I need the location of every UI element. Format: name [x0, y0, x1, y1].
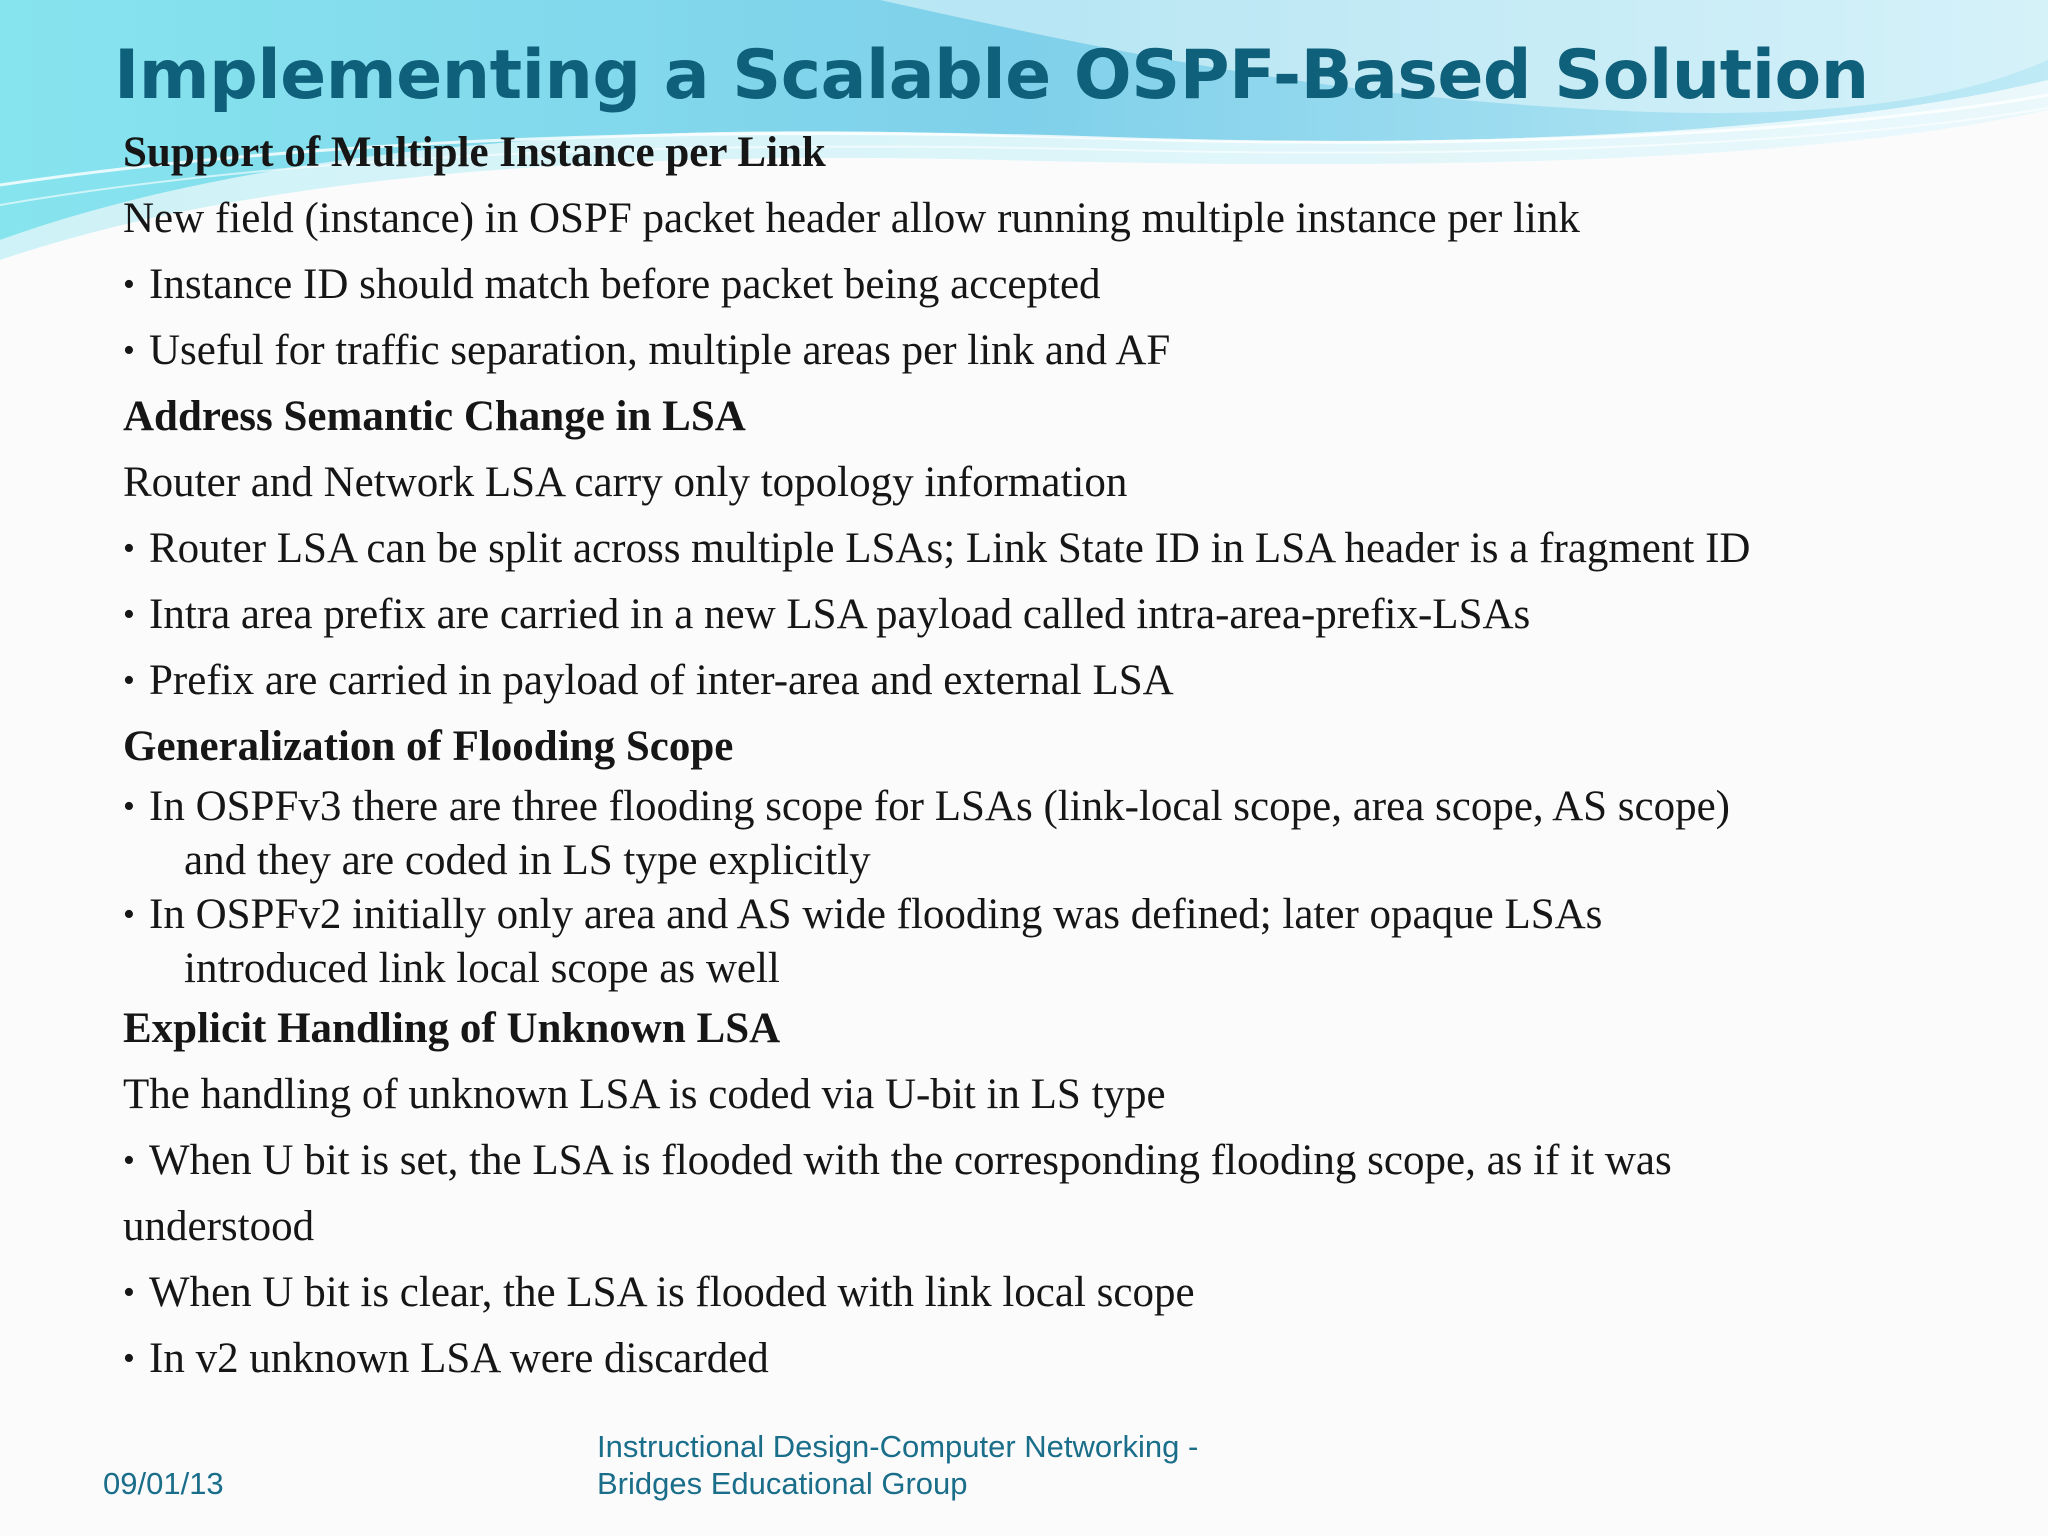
bullet-continuation: understood [123, 1203, 315, 1250]
bullet-item: • Instance ID should match before packet being accepted [123, 252, 2023, 318]
section-intro: Router and Network LSA carry only topology information [123, 459, 1128, 506]
bullet-item: • Prefix are carried in payload of inter-area and external LSA [123, 648, 2023, 714]
section-heading: Address Semantic Change in LSA [123, 393, 746, 440]
bullet-item: • When U bit is clear, the LSA is flooded with link local scope [123, 1260, 2023, 1326]
footer-date: 09/01/13 [103, 1466, 224, 1501]
footer-org-line: Instructional Design-Computer Networking - [597, 1429, 1199, 1464]
bullet-item: • Intra area prefix are carried in a new LSA payload called intra-area-prefix-LSAs [123, 582, 2023, 648]
slide-body [123, 120, 2023, 1392]
section-heading: Support of Multiple Instance per Link [123, 129, 826, 176]
bullet-item: • In v2 unknown LSA were discarded [123, 1326, 2023, 1392]
slide-title: Implementing a Scalable OSPF-Based Solution [114, 36, 1869, 115]
section-heading: Generalization of Flooding Scope [123, 723, 734, 770]
bullet-item: • When U bit is set, the LSA is flooded with the corresponding flooding scope, as if it was [123, 1128, 2023, 1194]
section-intro: The handling of unknown LSA is coded via U-bit in LS type [123, 1071, 1166, 1118]
section-heading: Explicit Handling of Unknown LSA [123, 1005, 781, 1052]
footer-org-line: Bridges Educational Group [597, 1466, 968, 1501]
bullet-item: • In OSPFv3 there are three flooding scope for LSAs (link-local scope, area scope, AS scope) [123, 780, 2023, 834]
section-intro: New field (instance) in OSPF packet header allow running multiple instance per link [123, 195, 1580, 242]
bullet-continuation: and they are coded in LS type explicitly [184, 837, 871, 884]
footer-organization [597, 1428, 1198, 1502]
bullet-item: • Useful for traffic separation, multiple areas per link and AF [123, 318, 2023, 384]
bullet-item: • In OSPFv2 initially only area and AS wide flooding was defined; later opaque LSAs [123, 888, 2023, 942]
bullet-continuation: introduced link local scope as well [184, 945, 780, 992]
bullet-item: • Router LSA can be split across multiple LSAs; Link State ID in LSA header is a fragment ID [123, 516, 2023, 582]
